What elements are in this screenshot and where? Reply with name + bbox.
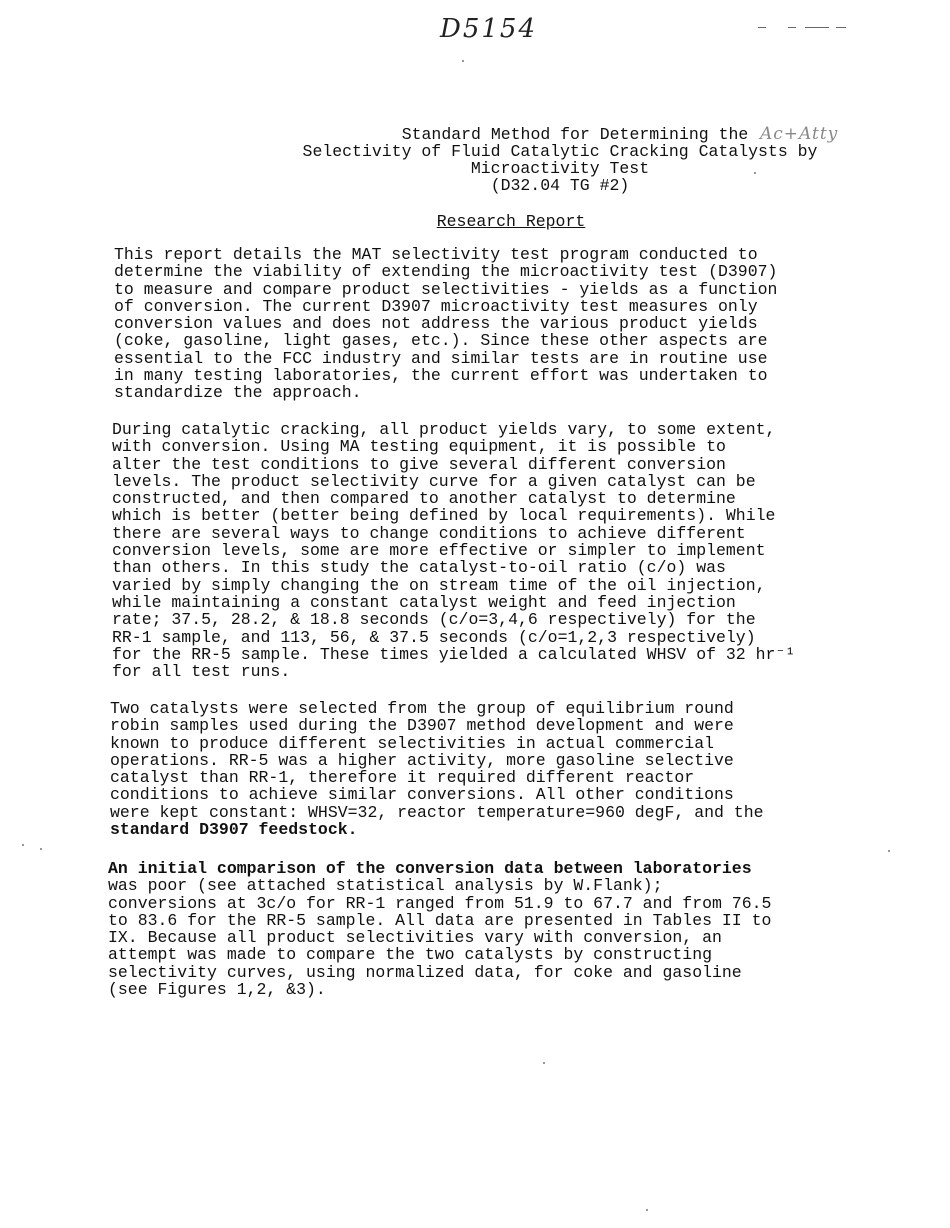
paragraph-line: Two catalysts were selected from the group of equilibrium round bbox=[110, 699, 734, 718]
paragraph-line: known to produce different selectivities in actual commercial bbox=[110, 733, 714, 753]
scan-speck bbox=[543, 1062, 545, 1064]
paragraph-line: catalyst than RR-1, therefore it required different reactor bbox=[110, 768, 695, 788]
scan-speck bbox=[40, 848, 42, 850]
title-line: Standard Method for Determining the bbox=[401, 125, 749, 144]
paragraph-line: than others. In this study the catalyst-to-oil ratio (c/o) was bbox=[112, 558, 726, 578]
paragraph-line: with conversion. Using MA testing equipment, it is possible to bbox=[112, 437, 726, 457]
paragraph-line: alter the test conditions to give several different conversion bbox=[112, 454, 726, 474]
paragraph-line: This report details the MAT selectivity test program conducted to bbox=[114, 245, 758, 264]
paragraph-line: (see Figures 1,2, &3). bbox=[108, 980, 326, 1000]
paragraph-line: RR-1 sample, and 113, 56, & 37.5 seconds (c/o=1,2,3 respectively) bbox=[112, 627, 756, 647]
paragraph-intro bbox=[114, 246, 838, 402]
paragraph-line: conversions at 3c/o for RR-1 ranged from 51.9 to 67.7 and from 76.5 bbox=[108, 893, 772, 913]
paragraph-line: to 83.6 for the RR-5 sample. All data are presented in Tables II to bbox=[108, 910, 772, 930]
paragraph-line: for the RR-5 sample. These times yielded a calculated WHSV of 32 hr⁻¹ bbox=[112, 644, 796, 664]
handwritten-margin-note: Ac+Atty bbox=[760, 124, 839, 144]
paragraph-line: selectivity curves, using normalized data, for coke and gasoline bbox=[108, 962, 742, 982]
paragraph-line: in many testing laboratories, the current effort was undertaken to bbox=[114, 366, 768, 386]
paragraph-line: standardize the approach. bbox=[114, 383, 362, 403]
paragraph-line: was poor (see attached statistical analysis by W.Flank); bbox=[108, 876, 663, 896]
paragraph-line: there are several ways to change conditions to achieve different bbox=[112, 523, 746, 543]
scan-speck bbox=[888, 850, 890, 852]
paragraph-line: conversion values and does not address the various product yields bbox=[114, 314, 758, 334]
scan-speck bbox=[462, 60, 464, 62]
paragraph-line: constructed, and then compared to another catalyst to determine bbox=[112, 489, 736, 509]
paragraph-line: operations. RR-5 was a higher activity, more gasoline selective bbox=[110, 750, 734, 770]
scan-mark bbox=[758, 27, 766, 28]
paragraph-line: while maintaining a constant catalyst weight and feed injection bbox=[112, 592, 736, 612]
paragraph-method bbox=[112, 421, 839, 680]
paragraph-line: standard D3907 feedstock. bbox=[110, 820, 358, 840]
title-line: Selectivity of Fluid Catalytic Cracking Catalysts by bbox=[302, 142, 818, 161]
paragraph-line: of conversion. The current D3907 microactivity test measures only bbox=[114, 296, 758, 316]
paragraph-line: conditions to achieve similar conversions. All other conditions bbox=[110, 785, 734, 805]
scan-mark bbox=[805, 27, 829, 28]
paragraph-catalysts bbox=[110, 700, 836, 838]
paragraph-line: for all test runs. bbox=[112, 662, 291, 682]
paragraph-line: were kept constant: WHSV=32, reactor temperature=960 degF, and the bbox=[110, 802, 764, 822]
handwritten-document-id: D5154 bbox=[440, 14, 538, 44]
paragraph-line: determine the viability of extending the microactivity test (D3907) bbox=[114, 262, 778, 282]
paragraph-comparison bbox=[108, 860, 836, 998]
paragraph-line: which is better (better being defined by local requirements). While bbox=[112, 506, 776, 526]
scan-speck bbox=[646, 1209, 648, 1211]
paragraph-line: attempt was made to compare the two catalysts by constructing bbox=[108, 945, 712, 965]
paragraph-line: rate; 37.5, 28.2, & 18.8 seconds (c/o=3,4,6 respectively) for the bbox=[112, 610, 756, 630]
paragraph-line: conversion levels, some are more effective or simpler to implement bbox=[112, 541, 766, 561]
section-heading: Research Report bbox=[436, 212, 586, 231]
paragraph-line: IX. Because all product selectivities vary with conversion, an bbox=[108, 928, 722, 948]
scan-mark bbox=[836, 27, 846, 28]
scan-speck bbox=[22, 844, 24, 846]
paragraph-line: During catalytic cracking, all product yields vary, to some extent, bbox=[112, 420, 776, 439]
paragraph-line: to measure and compare product selectivities - yields as a function bbox=[114, 279, 778, 299]
paragraph-line: levels. The product selectivity curve for a given catalyst can be bbox=[112, 471, 756, 491]
scan-mark bbox=[788, 27, 796, 28]
paragraph-line: robin samples used during the D3907 method development and were bbox=[110, 716, 734, 736]
title-line: Microactivity Test bbox=[470, 159, 650, 178]
document-title bbox=[180, 126, 940, 194]
paragraph-line: (coke, gasoline, light gases, etc.). Since these other aspects are bbox=[114, 331, 768, 351]
paragraph-line: An initial comparison of the conversion data between laboratories bbox=[108, 859, 752, 878]
paragraph-line: essential to the FCC industry and similar tests are in routine use bbox=[114, 348, 768, 368]
title-line: (D32.04 TG #2) bbox=[490, 176, 630, 195]
paragraph-line: varied by simply changing the on stream time of the oil injection, bbox=[112, 575, 766, 595]
